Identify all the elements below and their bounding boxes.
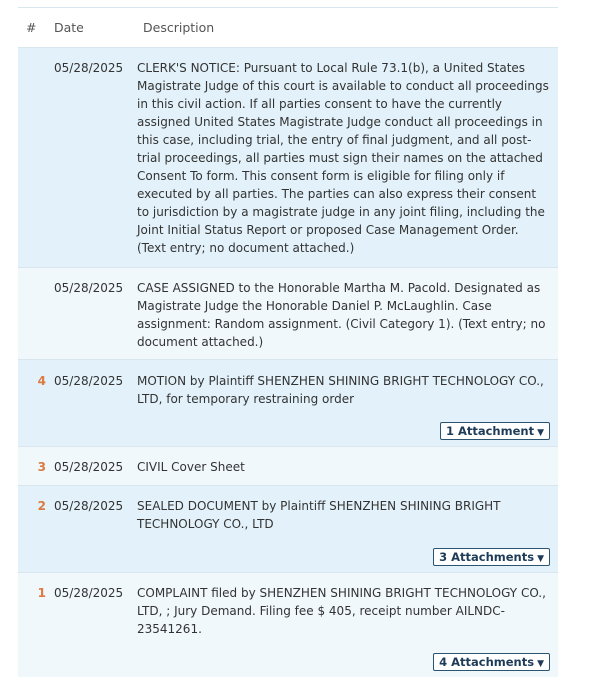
attachments-label: 3 Attachments	[439, 550, 535, 564]
entry-description-text: SEALED DOCUMENT by Plaintiff SHENZHEN SHINING BRIGHT TECHNOLOGY CO., LTD	[137, 499, 501, 531]
entry-description	[137, 497, 558, 572]
entry-number[interactable]	[18, 279, 54, 359]
entry-description: CIVIL Cover Sheet	[137, 460, 245, 474]
chevron-down-icon: ▼	[537, 659, 544, 669]
entry-description	[137, 584, 558, 677]
header-description: Description	[143, 20, 215, 35]
entry-description-text: COMPLAINT filed by SHENZHEN SHINING BRIGHT TECHNOLOGY CO., LTD, ; Jury Demand. Filing fee $ 405, receipt number AILNDC-23541261.	[137, 586, 546, 636]
entry-number[interactable]: 1	[37, 586, 46, 600]
entry-date: 05/28/2025	[54, 61, 124, 75]
table-row	[18, 360, 558, 447]
table-row	[18, 486, 558, 573]
header-date: Date	[54, 20, 84, 35]
entry-description: CLERK'S NOTICE: Pursuant to Local Rule 73.1(b), a United States Magistrate Judge of this court is available to conduct all proceedings in this civil action. If all parties consent to have the currently assigned United States Magistrate Judge conduct all proceedings in this case, including trial, the entry of final judgment, and all post-trial proceedings, all parties must sign their names on the attached Consent To form. This consent form is eligible for filing only if executed by all parties. The parties can also express their consent to jurisdiction by a magistrate judge in any joint filing, including the Joint Initial Status Report or proposed Case Management Order. (Text entry; no document attached.)	[137, 61, 549, 255]
attachments-container	[137, 533, 550, 566]
docket-table	[18, 7, 558, 677]
entry-description	[137, 372, 558, 446]
entry-description: CASE ASSIGNED to the Honorable Martha M. Pacold. Designated as Magistrate Judge the Honorable Daniel P. McLaughlin. Case assignment: Random assignment. (Civil Category 1). (Text entry; no document attached.)	[137, 281, 546, 349]
entry-date: 05/28/2025	[54, 460, 124, 474]
attachments-label: 4 Attachments	[439, 655, 535, 669]
entry-date: 05/28/2025	[54, 586, 124, 600]
attachments-container	[137, 638, 550, 671]
docket-header	[18, 8, 558, 48]
table-row	[18, 48, 558, 268]
attachments-button[interactable]	[433, 548, 550, 566]
table-row	[18, 573, 558, 677]
entry-number[interactable]	[18, 59, 54, 267]
entry-date: 05/28/2025	[54, 281, 124, 295]
attachments-button[interactable]	[433, 653, 550, 671]
entry-date: 05/28/2025	[54, 499, 124, 513]
entry-number[interactable]: 4	[37, 374, 46, 388]
chevron-down-icon: ▼	[537, 554, 544, 564]
entry-description-text: MOTION by Plaintiff SHENZHEN SHINING BRIGHT TECHNOLOGY CO., LTD, for temporary restraining order	[137, 374, 544, 406]
entry-number[interactable]: 3	[37, 460, 46, 474]
table-row	[18, 447, 558, 486]
chevron-down-icon: ▼	[537, 428, 544, 438]
attachments-button[interactable]	[440, 422, 550, 440]
entry-number[interactable]: 2	[37, 499, 46, 513]
attachments-label: 1 Attachment	[445, 424, 535, 438]
entry-date: 05/28/2025	[54, 374, 124, 388]
table-row	[18, 268, 558, 360]
header-num: #	[26, 20, 37, 35]
attachments-container	[137, 408, 550, 440]
